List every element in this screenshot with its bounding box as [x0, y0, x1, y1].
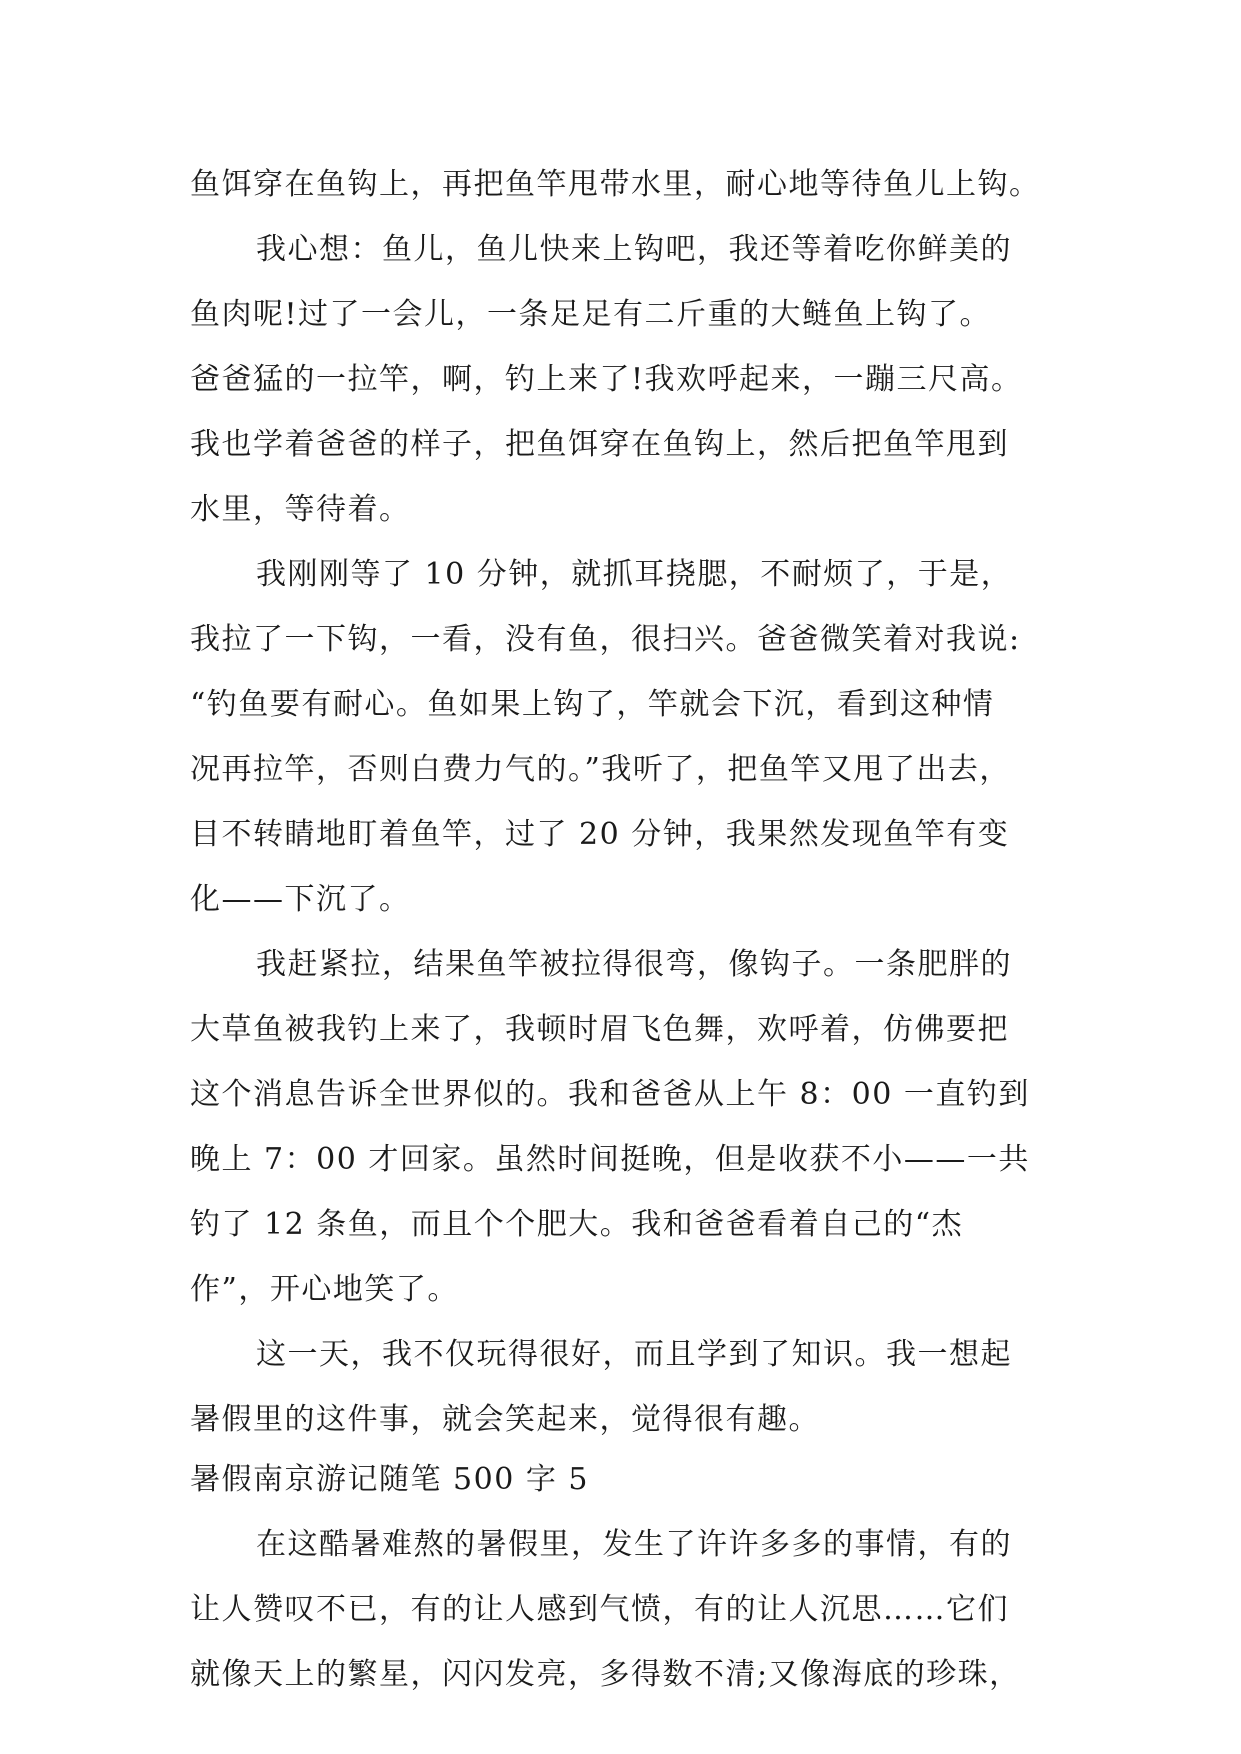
text-line: 化——下沉了。 — [190, 882, 411, 917]
text-line: 钓了 12 条鱼，而且个个肥大。我和爸爸看着自己的“杰 — [190, 1207, 964, 1242]
text-line: 暑假里的这件事，就会笑起来，觉得很有趣。 — [190, 1402, 820, 1437]
text-line: “钓鱼要有耐心。鱼如果上钩了，竿就会下沉，看到这种情 — [190, 687, 995, 722]
paragraph-start-line: 我心想：鱼儿，鱼儿快来上钩吧，我还等着吃你鲜美的 — [256, 232, 1012, 267]
paragraph-start-line: 这一天，我不仅玩得很好，而且学到了知识。我一想起 — [256, 1337, 1012, 1372]
text-line: 我也学着爸爸的样子，把鱼饵穿在鱼钩上，然后把鱼竿甩到 — [190, 427, 1009, 462]
text-line: 大草鱼被我钓上来了，我顿时眉飞色舞，欢呼着，仿佛要把 — [190, 1012, 1009, 1047]
paragraph-start-line: 在这酷暑难熬的暑假里，发生了许许多多的事情，有的 — [256, 1527, 1012, 1562]
text-line: 作”，开心地笑了。 — [190, 1272, 459, 1307]
paragraph-start-line: 我赶紧拉，结果鱼竿被拉得很弯，像钩子。一条肥胖的 — [256, 947, 1012, 982]
text-line: 鱼饵穿在鱼钩上，再把鱼竿甩带水里，耐心地等待鱼儿上钩。 — [190, 167, 1041, 202]
text-line: 就像天上的繁星，闪闪发亮，多得数不清;又像海底的珍珠， — [190, 1657, 1021, 1692]
text-line: 晚上 7：00 才回家。虽然时间挺晚，但是收获不小——一共 — [190, 1142, 1030, 1177]
text-line: 鱼肉呢!过了一会儿，一条足足有二斤重的大鲢鱼上钩了。 — [190, 297, 992, 332]
text-line: 让人赞叹不已，有的让人感到气愤，有的让人沉思……它们 — [190, 1592, 1009, 1627]
text-line: 我拉了一下钩，一看，没有鱼，很扫兴。爸爸微笑着对我说: — [190, 622, 1021, 657]
text-line: 水里，等待着。 — [190, 492, 411, 527]
paragraph-start-line: 我刚刚等了 10 分钟，就抓耳挠腮，不耐烦了，于是， — [256, 557, 1013, 592]
text-line: 这个消息告诉全世界似的。我和爸爸从上午 8：00 一直钓到 — [190, 1077, 1030, 1112]
text-line: 目不转睛地盯着鱼竿，过了 20 分钟，我果然发现鱼竿有变 — [190, 817, 1010, 852]
text-line: 况再拉竿，否则白费力气的。”我听了，把鱼竿又甩了出去， — [190, 752, 1011, 787]
section-heading: 暑假南京游记随笔 500 字 5 — [190, 1462, 589, 1497]
text-line: 爸爸猛的一拉竿，啊，钓上来了!我欢呼起来，一蹦三尺高。 — [190, 362, 1023, 397]
